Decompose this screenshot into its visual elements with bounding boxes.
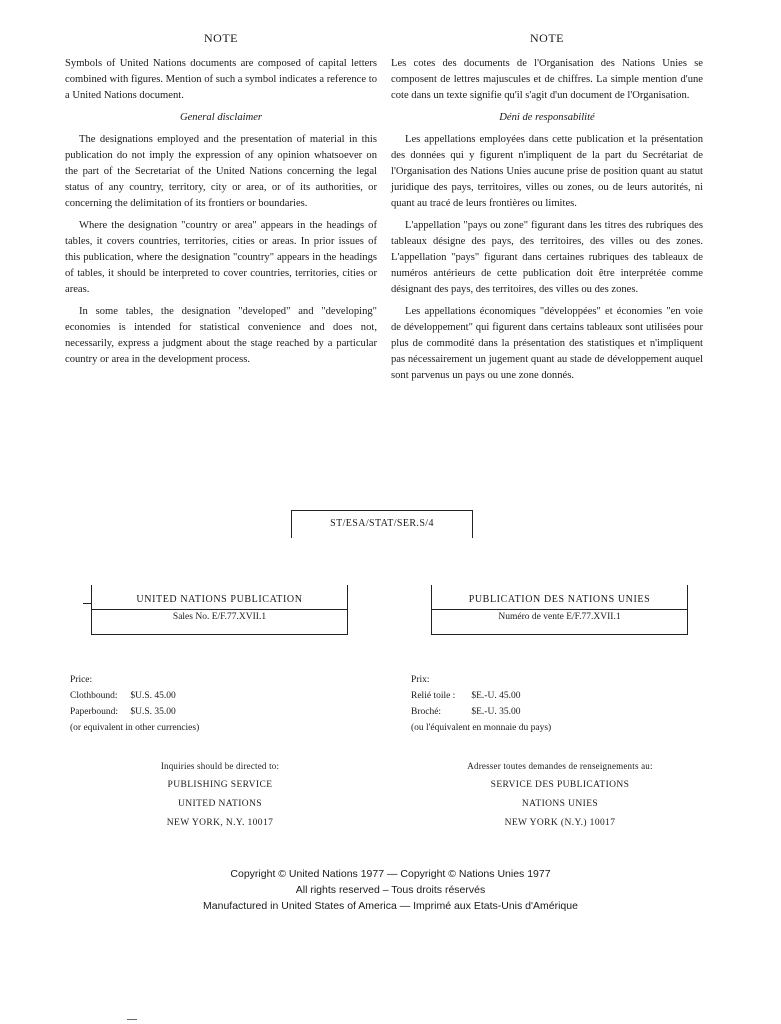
developed-designation-paragraph-en: In some tables, the designation "developed" and "developing" economies is intended for statistical convenience and does not, necessarily, express a judgment about the stage reached by a particular country or area in the development process.	[65, 306, 377, 365]
relie-toile-value: $E.-U. 45.00	[471, 691, 521, 701]
note-title-fr: NOTE	[530, 31, 564, 45]
document-symbol-box	[291, 510, 473, 538]
address-line-2-fr: NATIONS UNIES	[521, 799, 599, 809]
publication-title-fr: PUBLICATION DES NATIONS UNIES	[468, 594, 651, 605]
currency-note-fr: (ou l'équivalent en monnaie du pays)	[411, 723, 552, 733]
box-divider	[91, 609, 348, 610]
disclaimer-paragraph-en: The designations employed and the presentation of material in this publication do not imply the expression of any opinion whatsoever on the part of the Secretariat of the United Nations concerning the legal status of any country, territory, city or area, or of its authorities, or concerning the delimitation of its frontiers or boundaries.	[65, 134, 377, 209]
price-block-fr	[411, 672, 551, 736]
note-title-en: NOTE	[204, 31, 238, 45]
publication-box-en	[91, 585, 348, 635]
copyright-line: Copyright © United Nations 1977 — Copyright © Nations Unies 1977	[230, 868, 551, 880]
copyright-block	[0, 866, 781, 914]
clothbound-price-row	[70, 688, 199, 704]
page-edge-mark	[127, 1019, 137, 1020]
address-line-3-fr: NEW YORK (N.Y.) 10017	[504, 818, 616, 828]
sales-number-en: Sales No. E/F.77.XVII.1	[172, 612, 267, 622]
price-block-en	[70, 672, 199, 736]
paperbound-price-row	[70, 704, 199, 720]
price-heading-en: Price:	[70, 675, 93, 685]
disclaimer-heading-fr: Déni de responsabilité	[499, 112, 595, 123]
country-designation-paragraph-fr: L'appellation "pays ou zone" figurant dans les titres des rubriques des tableaux désigne des pays, des territoires, des villes ou des zones. L'appellation "pays" figurant dans certaines rubriques des tableaux de numéros antérieurs de cette publication doit être interprétée comme désignant des pays, des territoires, des villes ou des zones.	[391, 220, 703, 295]
broche-value: $E.-U. 35.00	[471, 707, 521, 717]
rights-reserved-line: All rights reserved – Tous droits réservés	[295, 884, 486, 896]
symbols-note-en: Symbols of United Nations documents are composed of capital letters combined with figures. Mention of such a symbol indicates a reference to a United Nations document.	[65, 58, 377, 101]
manufactured-line: Manufactured in United States of America — Imprimé aux Etats-Unis d'Amérique	[203, 900, 578, 912]
clothbound-label: Clothbound:	[70, 691, 118, 701]
currency-note-en: (or equivalent in other currencies)	[70, 723, 200, 733]
address-line-2-en: UNITED NATIONS	[178, 799, 262, 809]
document-symbol: ST/ESA/STAT/SER.S/4	[330, 518, 434, 529]
box-divider	[431, 609, 688, 610]
address-line-1-en: PUBLISHING SERVICE	[167, 780, 273, 790]
publication-box-fr	[431, 585, 688, 635]
clothbound-value: $U.S. 45.00	[130, 691, 176, 701]
price-heading-fr: Prix:	[411, 675, 430, 685]
address-line-1-fr: SERVICE DES PUBLICATIONS	[490, 780, 630, 790]
inquiries-intro-en: Inquiries should be directed to:	[160, 761, 280, 771]
sales-number-fr: Numéro de vente E/F.77.XVII.1	[498, 612, 621, 622]
relie-toile-price-row	[411, 688, 551, 704]
inquiries-block-en	[90, 757, 350, 833]
broche-price-row	[411, 704, 551, 720]
developed-designation-paragraph-fr: Les appellations économiques "développées" et économies "en voie de développement" qui figurent dans certains tableaux sont utilisées pour plus de commodité dans la présentation des statistiques et n'impliquent pas nécessairement un jugement quant au stade de développement auquel sont parvenus un pays ou une zone donnés.	[391, 306, 703, 381]
relie-toile-label: Relié toile :	[411, 691, 456, 701]
box-rule-mark	[83, 603, 91, 604]
address-line-3-en: NEW YORK, N.Y. 10017	[166, 818, 274, 828]
box-bottom-rule	[431, 634, 688, 635]
broche-label: Broché:	[411, 707, 442, 717]
disclaimer-heading-en: General disclaimer	[179, 112, 263, 123]
inquiries-block-fr	[430, 757, 690, 833]
note-french-column	[391, 30, 703, 390]
symbols-note-fr: Les cotes des documents de l'Organisation des Nations Unies se composent de lettres majuscules et de chiffres. La simple mention d'une cote dans un texte signifie qu'il s'agit d'un document de l'Organisation.	[391, 58, 703, 101]
country-designation-paragraph-en: Where the designation "country or area" appears in the headings of tables, it covers countries, territories, cities or areas. In prior issues of this publication, where the designation "country" appears in the headings of tables, it should be interpreted to cover countries, territories, cities or areas.	[65, 220, 377, 295]
paperbound-label: Paperbound:	[70, 707, 119, 717]
inquiries-intro-fr: Adresser toutes demandes de renseignements au:	[467, 761, 653, 771]
disclaimer-paragraph-fr: Les appellations employées dans cette publication et la présentation des données qui y figurent n'impliquent de la part du Secrétariat de l'Organisation des Nations Unies aucune prise de position quant au statut juridique des pays, territoires, villes ou zones, ou de leurs autorités, ni quant au tracé de leurs frontières ou limites.	[391, 134, 703, 209]
publication-title-en: UNITED NATIONS PUBLICATION	[136, 594, 303, 605]
box-bottom-rule	[91, 634, 348, 635]
note-english-column	[65, 30, 377, 374]
paperbound-value: $U.S. 35.00	[130, 707, 176, 717]
